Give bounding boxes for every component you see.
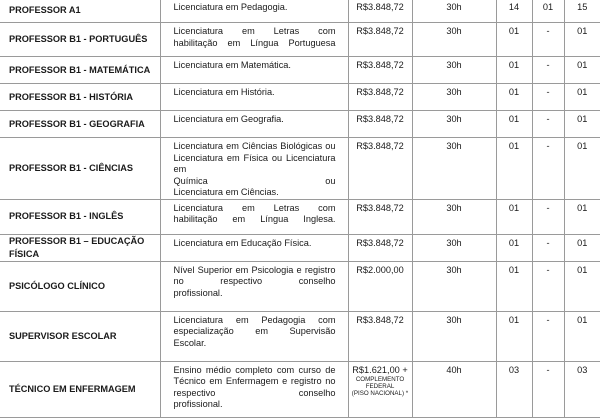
hours-cell: 30h: [412, 261, 496, 311]
total-vacancies-cell: 01: [564, 57, 600, 84]
salary-cell: [348, 57, 412, 84]
salary-cell: [348, 23, 412, 57]
vacancies-cell: 01: [496, 57, 532, 84]
total-vacancies-cell: 03: [564, 361, 600, 417]
requirements-line: Licenciatura em Ciências.: [173, 187, 279, 197]
requirements-line: Licenciatura em Matemática.: [173, 60, 291, 70]
salary-value: R$3.848,72: [356, 26, 404, 36]
vacancies-cell: 01: [496, 23, 532, 57]
salary-value: R$1.621,00 +: [352, 364, 408, 375]
salary-value: R$3.848,72: [356, 87, 404, 97]
hours-cell: 40h: [412, 361, 496, 417]
vacancies-cell: 14: [496, 0, 532, 23]
requirements-cell: [160, 261, 348, 311]
requirements-line: Licenciatura em Física ou Licenciatura em: [173, 152, 336, 174]
pcd-vacancies-cell: 01: [532, 0, 564, 23]
position-title: PROFESSOR B1 - CIÊNCIAS: [0, 138, 160, 200]
salary-value: R$2.000,00: [356, 264, 404, 275]
salary-value: R$3.848,72: [356, 114, 404, 124]
total-vacancies-cell: 01: [564, 111, 600, 138]
requirements-cell: [160, 234, 348, 261]
hours-cell: 30h: [412, 311, 496, 361]
total-vacancies-cell: 01: [564, 311, 600, 361]
hours-cell: 30h: [412, 234, 496, 261]
pcd-vacancies-cell: -: [532, 199, 564, 234]
position-title: PROFESSOR B1 - PORTUGUÊS: [0, 23, 160, 57]
vacancies-cell: 03: [496, 361, 532, 417]
table-row: [0, 261, 600, 311]
hours-cell: 30h: [412, 138, 496, 200]
salary-note: FEDERAL: [365, 383, 395, 390]
table-row: [0, 57, 600, 84]
vacancies-cell: 01: [496, 234, 532, 261]
salary-cell: [348, 261, 412, 311]
vacancies-cell: 01: [496, 138, 532, 200]
requirements-line: Nível Superior em Psicologia e registro: [173, 264, 336, 275]
salary-value: R$3.848,72: [356, 2, 404, 12]
hours-cell: 30h: [412, 0, 496, 23]
requirements-line: Licenciatura em Ciências Biológicas ou: [173, 141, 336, 151]
salary-value: R$3.848,72: [356, 141, 404, 151]
salary-cell: [348, 111, 412, 138]
pcd-vacancies-cell: -: [532, 261, 564, 311]
requirements-line: Técnico em Enfermagem e registro no: [173, 376, 336, 386]
total-vacancies-cell: 01: [564, 84, 600, 111]
requirements-cell: [160, 111, 348, 138]
requirements-cell: [160, 57, 348, 84]
position-title: PROFESSOR B1 - INGLÊS: [0, 199, 160, 234]
salary-cell: [348, 0, 412, 23]
hours-cell: 30h: [412, 84, 496, 111]
position-title: PROFESSOR A1: [0, 0, 160, 23]
pcd-vacancies-cell: -: [532, 234, 564, 261]
position-title: SUPERVISOR ESCOLAR: [0, 311, 160, 361]
requirements-line: Licenciatura em Educação Física.: [173, 237, 312, 248]
position-title: PROFESSOR B1 - MATEMÁTICA: [0, 57, 160, 84]
position-title: PROFESSOR B1 - GEOGRAFIA: [0, 111, 160, 138]
salary-cell: [348, 361, 412, 417]
table-row: [0, 311, 600, 361]
table-row: [0, 234, 600, 261]
table-row: [0, 361, 600, 417]
requirements-cell: [160, 361, 348, 417]
requirements-line: profissional.: [173, 399, 223, 409]
requirements-line: Química ou: [173, 175, 336, 186]
vacancies-cell: 01: [496, 111, 532, 138]
requirements-line: no respectivo conselho: [173, 276, 336, 286]
requirements-cell: [160, 23, 348, 57]
salary-cell: [348, 138, 412, 200]
hours-cell: 30h: [412, 57, 496, 84]
pcd-vacancies-cell: -: [532, 138, 564, 200]
salary-value: R$3.848,72: [356, 314, 404, 325]
table-row: [0, 23, 600, 57]
salary-cell: [348, 234, 412, 261]
requirements-line: Licenciatura em Pedagogia.: [173, 2, 288, 12]
requirements-line: Escolar.: [173, 337, 207, 348]
pcd-vacancies-cell: -: [532, 311, 564, 361]
salary-note: (PISO NACIONAL) *: [351, 390, 409, 397]
requirements-cell: [160, 199, 348, 234]
total-vacancies-cell: 01: [564, 234, 600, 261]
table-row: [0, 111, 600, 138]
table-row: [0, 199, 600, 234]
requirements-line: Ensino médio completo com curso de: [173, 364, 336, 375]
requirements-line: especialização em Supervisão: [173, 326, 336, 336]
salary-value: R$3.848,72: [356, 202, 404, 213]
table-row: [0, 0, 600, 23]
requirements-cell: [160, 0, 348, 23]
hours-cell: 30h: [412, 111, 496, 138]
pcd-vacancies-cell: -: [532, 23, 564, 57]
pcd-vacancies-cell: -: [532, 111, 564, 138]
salary-value: R$3.848,72: [356, 60, 404, 70]
hours-cell: 30h: [412, 23, 496, 57]
requirements-line: Licenciatura em História.: [173, 87, 275, 97]
salary-note: COMPLEMENTO: [355, 376, 405, 383]
requirements-line: profissional.: [173, 287, 223, 298]
requirements-line: Licenciatura em Pedagogia com: [173, 314, 336, 325]
table-row: [0, 84, 600, 111]
vacancies-cell: 01: [496, 199, 532, 234]
requirements-line: habilitação em Língua Inglesa.: [173, 214, 336, 224]
salary-value: R$3.848,72: [356, 237, 404, 248]
total-vacancies-cell: 01: [564, 138, 600, 200]
table-row: [0, 138, 600, 200]
position-title: PROFESSOR B1 - HISTÓRIA: [0, 84, 160, 111]
vacancies-cell: 01: [496, 84, 532, 111]
total-vacancies-cell: 01: [564, 23, 600, 57]
salary-cell: [348, 84, 412, 111]
position-title: PROFESSOR B1 – EDUCAÇÃO FÍSICA: [0, 234, 160, 261]
vacancies-cell: 01: [496, 311, 532, 361]
total-vacancies-cell: 01: [564, 261, 600, 311]
pcd-vacancies-cell: -: [532, 84, 564, 111]
hours-cell: 30h: [412, 199, 496, 234]
position-title: TÉCNICO EM ENFERMAGEM: [0, 361, 160, 417]
vacancies-cell: 01: [496, 261, 532, 311]
requirements-line: Licenciatura em Letras com: [173, 202, 336, 213]
pcd-vacancies-cell: -: [532, 57, 564, 84]
salary-cell: [348, 311, 412, 361]
total-vacancies-cell: 01: [564, 199, 600, 234]
pcd-vacancies-cell: -: [532, 361, 564, 417]
requirements-line: Licenciatura em Geografia.: [173, 114, 284, 124]
total-vacancies-cell: 15: [564, 0, 600, 23]
requirements-line: habilitação em Língua Portuguesa: [173, 37, 336, 48]
requirements-cell: [160, 138, 348, 200]
requirements-cell: [160, 84, 348, 111]
position-title: PSICÓLOGO CLÍNICO: [0, 261, 160, 311]
requirements-line: respectivo conselho: [173, 387, 336, 398]
requirements-line: Licenciatura em Letras com: [173, 26, 336, 36]
requirements-cell: [160, 311, 348, 361]
salary-cell: [348, 199, 412, 234]
